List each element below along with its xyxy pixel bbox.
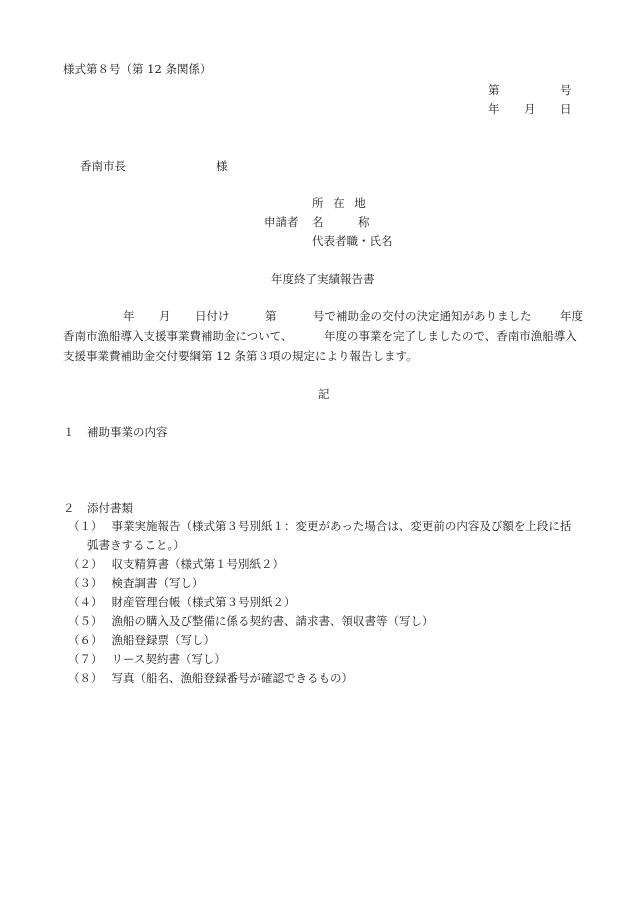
item-number: （８） [68,671,103,685]
section2-number: ２ [63,501,75,515]
list-item [68,520,571,534]
item-number: （６） [68,633,103,647]
body-dai: 第 [265,309,277,323]
section2-title: 添付書類 [87,501,133,515]
list-item [68,596,296,610]
addressee-name: 香南市長 [80,159,126,173]
list-item [68,615,434,629]
applicant-role: 申請者 [264,215,299,229]
body-line3: 支援事業費補助金交付要綱第 12 条第３項の規定により報告します。 [63,349,418,363]
address-label: 所 在 地 [312,196,366,210]
item-text: 収支精算書（様式第１号別紙２） [111,557,284,571]
form-label: 様式第８号（第 12 条関係） [63,62,212,76]
item-text: 漁船の購入及び整備に係る契約書、請求書、領収書等（写し） [111,614,434,628]
body-date: 日付け [195,309,230,323]
item-number: （３） [68,576,103,590]
item-text: 漁船登録票（写し） [111,633,215,647]
doc-number-prefix: 第 [488,83,500,97]
item-number: （５） [68,614,103,628]
item-number: （２） [68,557,103,571]
item-number: （７） [68,652,103,666]
body-line2-b: 年度の事業を完了しましたので、香南市漁船導入 [324,329,577,343]
date-month: 月 [524,102,536,116]
section1-number: １ [63,425,75,439]
item-text: リース契約書（写し） [111,652,226,666]
doc-number-suffix: 号 [560,83,572,97]
item-number: （４） [68,595,103,609]
item-text: 財産管理台帳（様式第３号別紙２） [111,595,296,609]
section1-title: 補助事業の内容 [87,425,168,439]
date-year: 年 [488,102,500,116]
list-item [68,558,284,572]
item-text: 写真（船名、漁船登録番号が確認できるもの） [111,671,353,685]
list-item [68,653,226,667]
addressee-honorific: 様 [216,159,228,173]
date-day: 日 [560,102,572,116]
list-item [68,672,353,686]
body-line1-tail: 号で補助金の交付の決定通知がありました [313,309,532,323]
item-text: 事業実施報告（様式第３号別紙１：変更があった場合は、変更前の内容及び額を上段に括 [111,519,572,533]
body-year: 年 [123,309,135,323]
representative-label: 代表者職・氏名 [312,234,393,248]
document-title: 年度終了実績報告書 [271,272,375,286]
list-item-continuation: 弧書きすること。） [87,538,185,552]
list-item [68,634,215,648]
body-line2-a: 香南市漁船導入支援事業費補助金について、 [63,329,293,343]
ki-heading: 記 [318,387,330,401]
item-text: 検査調書（写し） [111,576,204,590]
body-month: 月 [159,309,171,323]
name-label-1: 名 [312,215,324,229]
name-label-2: 称 [358,215,370,229]
body-nendo: 年度 [560,309,583,323]
list-item [68,577,204,591]
item-number: （１） [68,519,103,533]
